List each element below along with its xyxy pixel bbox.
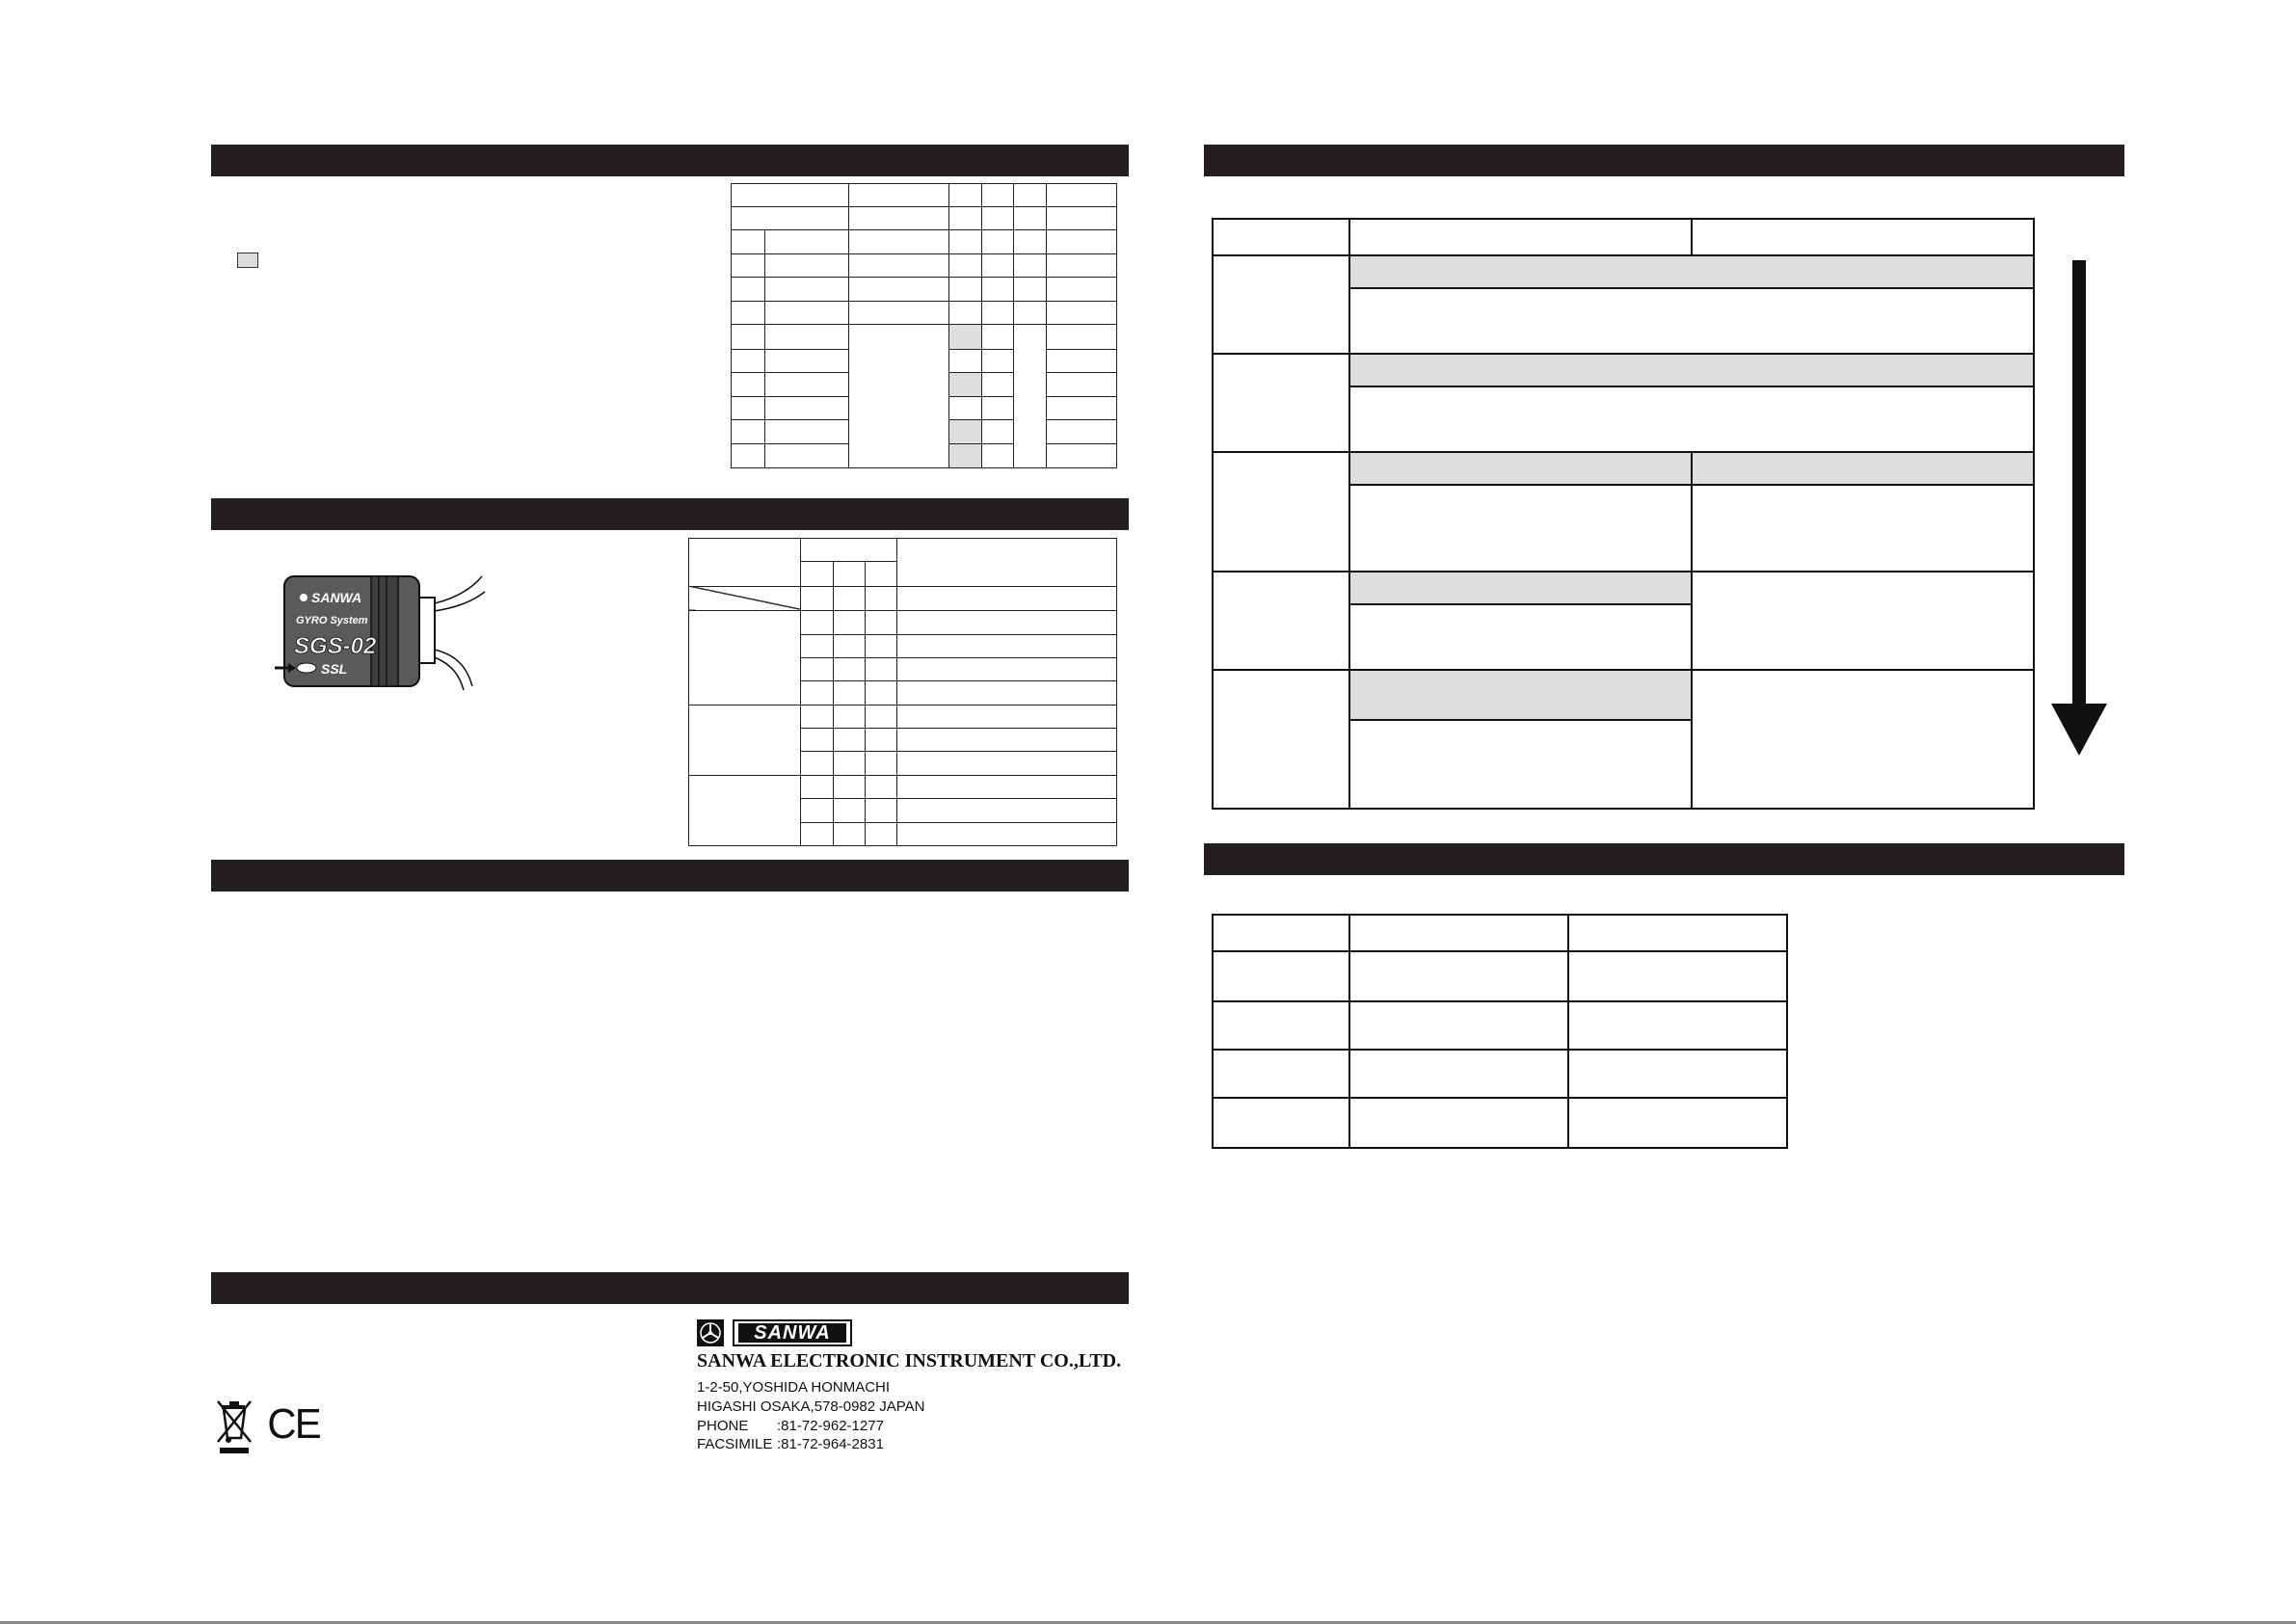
- sanwa-propeller-logo-icon: [697, 1319, 724, 1346]
- device-model-label: SGS-02: [294, 633, 377, 659]
- sanwa-brand-badge: [733, 1319, 852, 1346]
- section-header-bar-6: [1204, 843, 2124, 875]
- legend-box: [237, 253, 258, 268]
- device-brand-label: SANWA: [311, 590, 362, 605]
- device-system-label: GYRO System: [296, 615, 368, 626]
- company-name: SANWA ELECTRONIC INSTRUMENT CO.,LTD.: [697, 1350, 1122, 1371]
- phone-label: PHONE: [697, 1418, 749, 1434]
- procedure-table: [1212, 218, 2035, 810]
- section-header-bar-2: [211, 498, 1129, 530]
- mode-table: [688, 538, 1117, 846]
- spec-table: [731, 183, 1117, 468]
- section-header-bar-4: [211, 1272, 1129, 1304]
- flow-down-arrow-icon: [2051, 260, 2107, 756]
- address-line-2: HIGASHI OSAKA,578-0982 JAPAN: [697, 1398, 925, 1415]
- ce-mark-icon: CE: [267, 1400, 320, 1448]
- sanwa-brand-text: SANWA: [738, 1323, 846, 1343]
- phone-value: :81-72-962-1277: [777, 1418, 884, 1434]
- fax-label: FACSIMILE: [697, 1436, 773, 1452]
- section-header-bar-5: [1204, 145, 2124, 176]
- section-header-bar-3: [211, 860, 1129, 892]
- diagonal-header-cell: [689, 586, 801, 610]
- gyro-device-illustration: [275, 569, 506, 694]
- device-led-label: SSL: [321, 661, 348, 677]
- section-header-bar-1: [211, 145, 1129, 176]
- summary-table: [1212, 914, 1788, 1149]
- weee-bin-icon: [214, 1396, 254, 1455]
- fax-value: :81-72-964-2831: [777, 1436, 884, 1452]
- address-line-1: 1-2-50,YOSHIDA HONMACHI: [697, 1379, 891, 1396]
